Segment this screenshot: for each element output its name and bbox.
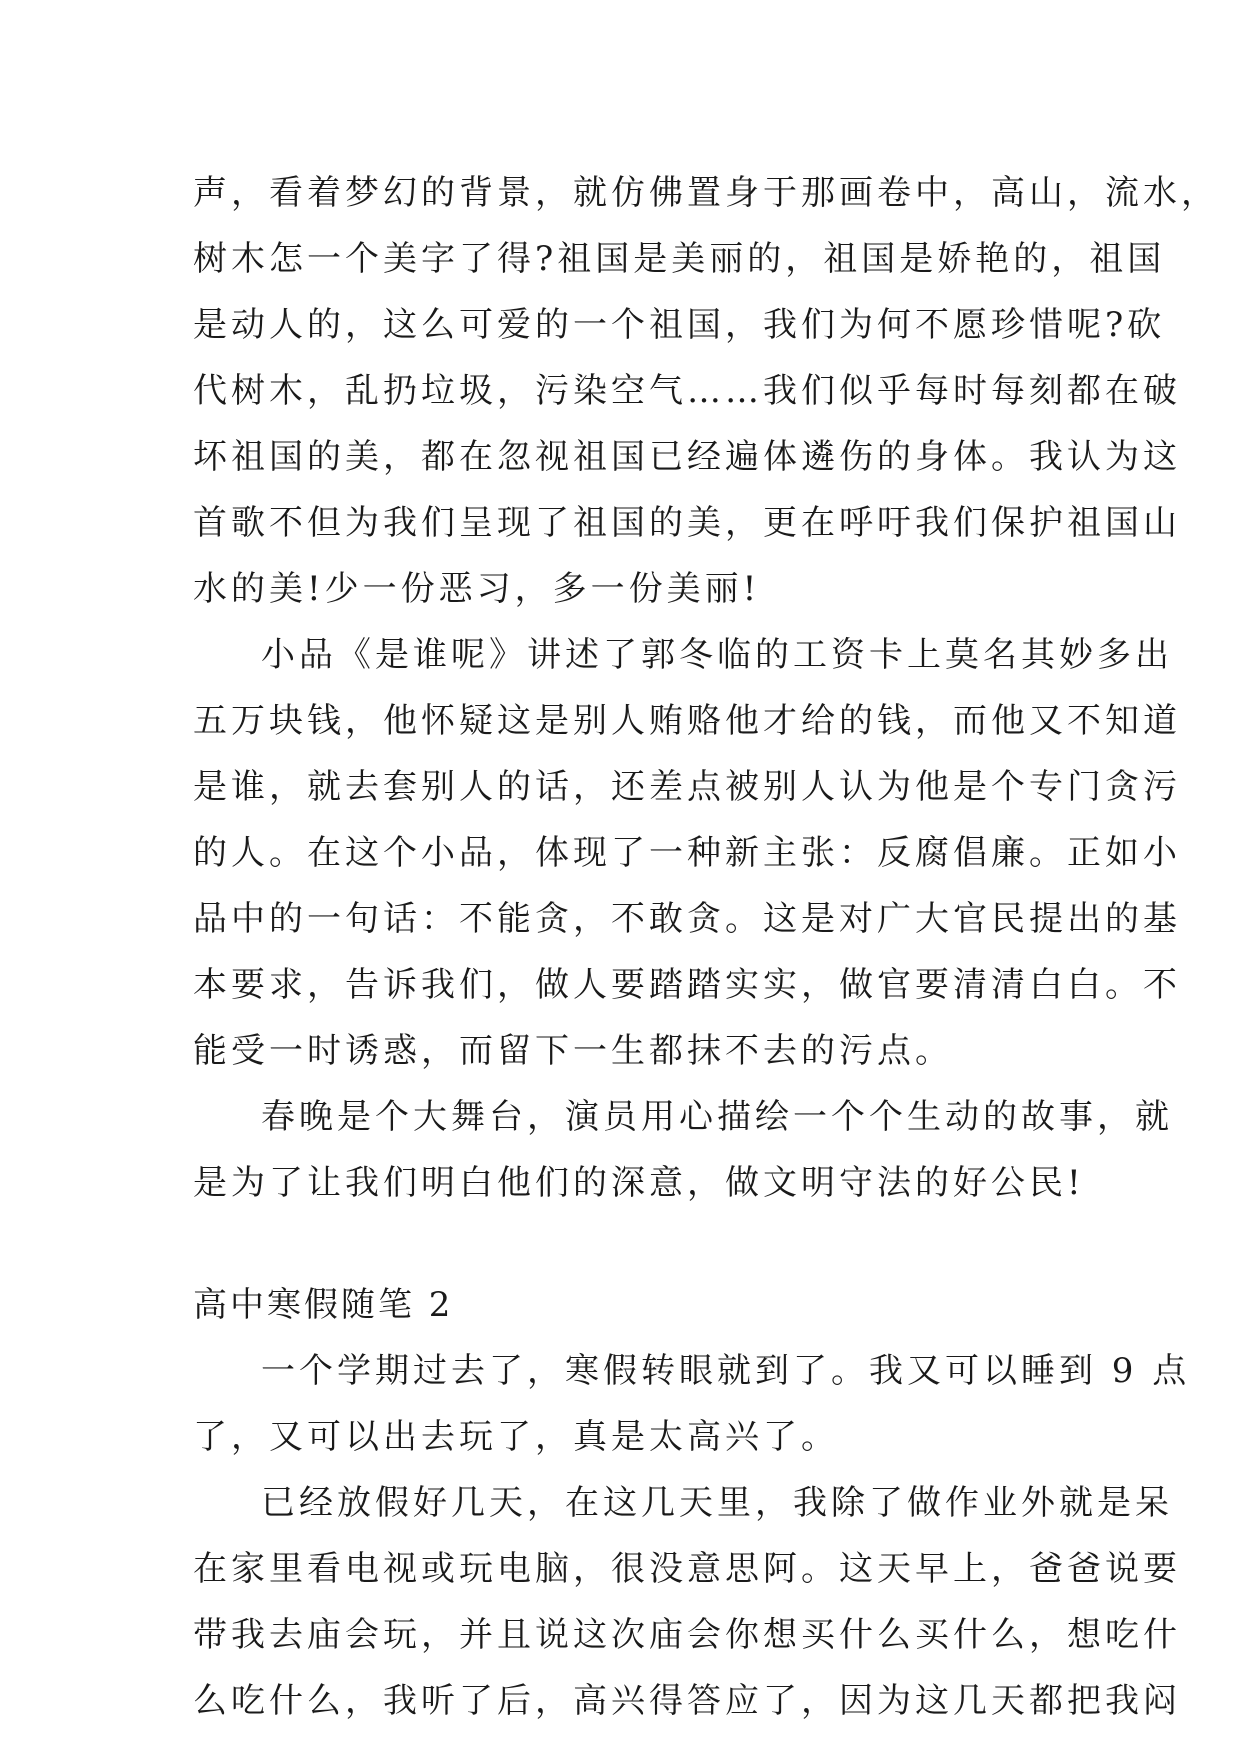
text-line: 首歌不但为我们呈现了祖国的美，更在呼吁我们保护祖国山 — [193, 503, 1181, 543]
section-heading: 高中寒假随笔 2 — [193, 1285, 454, 1325]
text-line: 坏祖国的美，都在忽视祖国已经遍体遴伤的身体。我认为这 — [193, 437, 1181, 477]
text-line: 水的美!少一份恶习，多一份美丽! — [193, 569, 761, 609]
text-line: 是谁，就去套别人的话，还差点被别人认为他是个专门贪污 — [193, 767, 1181, 807]
text-line: 五万块钱，他怀疑这是别人贿赂他才给的钱，而他又不知道 — [193, 701, 1181, 741]
text-line: 是为了让我们明白他们的深意，做文明守法的好公民! — [193, 1163, 1085, 1203]
text-line: 了，又可以出去玩了，真是太高兴了。 — [193, 1417, 839, 1457]
text-line: 春晚是个大舞台，演员用心描绘一个个生动的故事，就 — [261, 1097, 1173, 1137]
text-line: 一个学期过去了，寒假转眼就到了。我又可以睡到 9 点 — [261, 1351, 1191, 1391]
text-line: 带我去庙会玩，并且说这次庙会你想买什么买什么，想吃什 — [193, 1615, 1181, 1655]
text-line: 代树木，乱扔垃圾，污染空气……我们似乎每时每刻都在破 — [193, 371, 1181, 411]
text-line: 树木怎一个美字了得?祖国是美丽的，祖国是娇艳的，祖国 — [193, 239, 1166, 279]
text-line: 么吃什么，我听了后，高兴得答应了，因为这几天都把我闷 — [193, 1681, 1181, 1721]
text-line: 的人。在这个小品，体现了一种新主张：反腐倡廉。正如小 — [193, 833, 1181, 873]
text-line: 品中的一句话：不能贪，不敢贪。这是对广大官民提出的基 — [193, 899, 1181, 939]
document-page — [193, 160, 1219, 1734]
text-line: 在家里看电视或玩电脑，很没意思阿。这天早上，爸爸说要 — [193, 1549, 1181, 1589]
text-line: 是动人的，这么可爱的一个祖国，我们为何不愿珍惜呢?砍 — [193, 305, 1166, 345]
text-line: 本要求，告诉我们，做人要踏踏实实，做官要清清白白。不 — [193, 965, 1181, 1005]
paragraph — [193, 1084, 1173, 1216]
paragraph — [193, 160, 1219, 622]
text-line: 已经放假好几天，在这几天里，我除了做作业外就是呆 — [261, 1483, 1173, 1523]
text-line: 小品《是谁呢》讲述了郭冬临的工资卡上莫名其妙多出 — [261, 635, 1173, 675]
paragraph — [193, 1338, 1191, 1470]
text-line: 声，看着梦幻的背景，就仿佛置身于那画卷中，高山，流水， — [193, 173, 1219, 213]
text-line: 能受一时诱惑，而留下一生都抹不去的污点。 — [193, 1031, 953, 1071]
paragraph — [193, 1470, 1181, 1734]
paragraph — [193, 622, 1181, 1084]
